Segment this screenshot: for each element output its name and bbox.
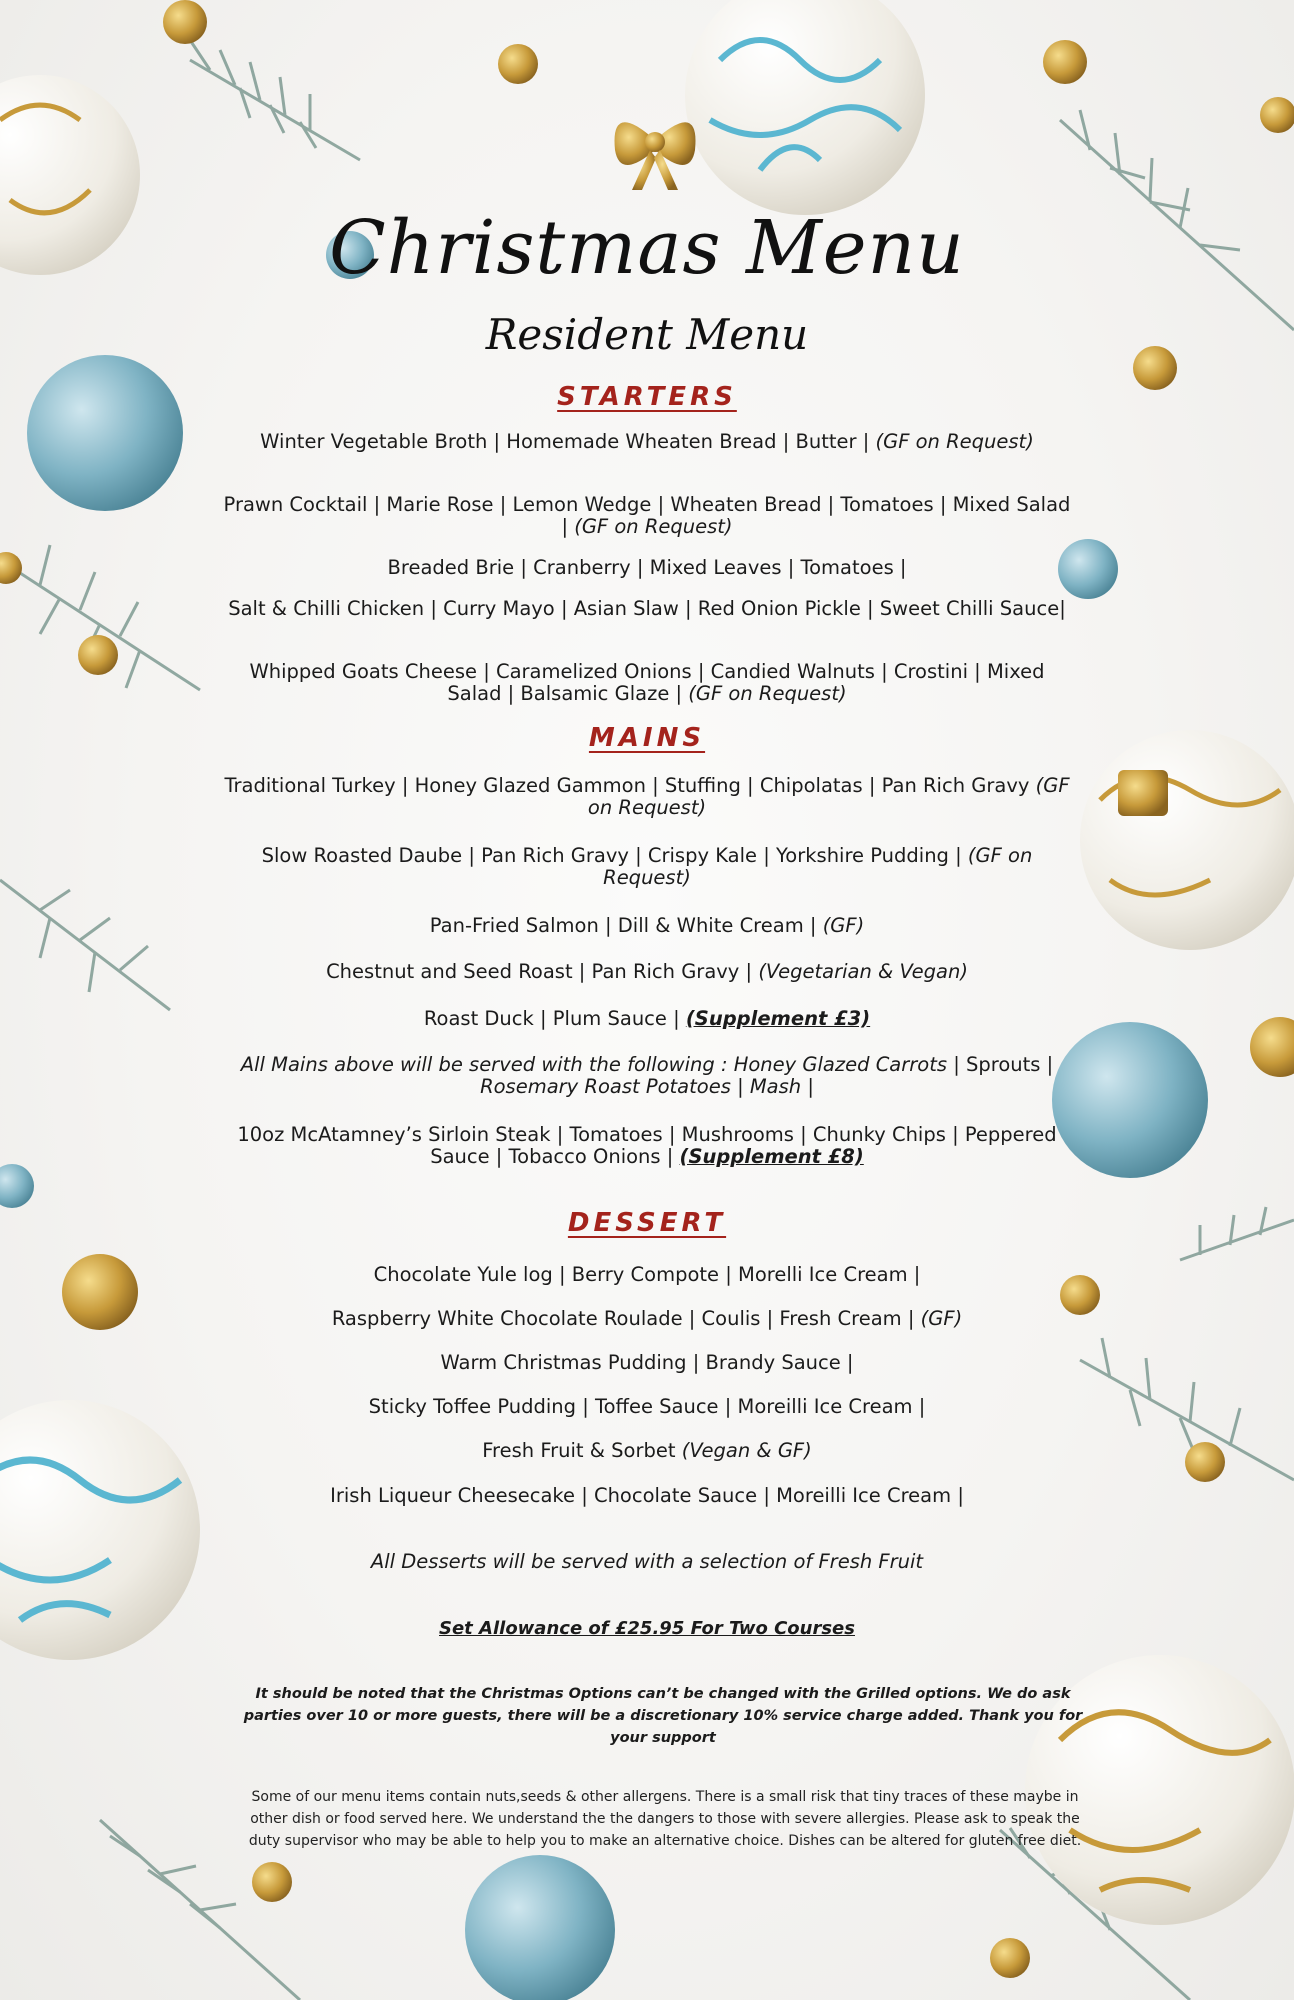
menu-item-text: | Sprouts |: [947, 1053, 1054, 1076]
menu-item-text: Irish Liqueur Cheesecake | Chocolate Sauce | Moreilli Ice Cream |: [330, 1484, 964, 1507]
dietary-tag: (Vegetarian & Vegan): [758, 960, 968, 983]
menu-item: [222, 1008, 1072, 1030]
dietary-tag: (GF on Request): [875, 430, 1034, 453]
menu-item-text: Whipped Goats Cheese | Caramelized Onions | Candied Walnuts | Crostini | Mixed Salad | Balsamic Glaze |: [249, 660, 1045, 705]
dessert-note: All Desserts will be served with a selection of Fresh Fruit: [370, 1550, 924, 1573]
menu-item-text: Traditional Turkey | Honey Glazed Gammon | Stuffing | Chipolatas | Pan Rich Gravy: [224, 774, 1036, 797]
menu-item: [222, 845, 1072, 889]
mains-heading: MAINS: [588, 723, 706, 753]
dessert-heading: DESSERT: [567, 1208, 727, 1238]
menu-item-text: Chestnut and Seed Roast | Pan Rich Gravy |: [326, 960, 759, 983]
menu-item: [222, 961, 1072, 983]
menu-item: [222, 598, 1072, 620]
mains-note: All Mains above will be served with the following : Honey Glazed Carrots: [240, 1053, 948, 1076]
menu-item-text: Warm Christmas Pudding | Brandy Sauce |: [440, 1351, 854, 1374]
menu-item-text: Raspberry White Chocolate Roulade | Coulis | Fresh Cream |: [331, 1307, 921, 1330]
menu-item: [222, 1308, 1072, 1330]
menu-item: [222, 1352, 1072, 1374]
menu-item-text: Prawn Cocktail | Marie Rose | Lemon Wedge | Wheaten Bread | Tomatoes | Mixed Salad |: [223, 493, 1071, 538]
menu-item-text: Roast Duck | Plum Sauce |: [423, 1007, 686, 1030]
dietary-tag: (GF on Request): [688, 682, 847, 705]
menu-item: [222, 1124, 1072, 1168]
menu-item: [222, 661, 1072, 705]
dietary-tag: (GF): [920, 1307, 963, 1330]
starters-heading: STARTERS: [557, 382, 737, 412]
menu-item: [222, 915, 1072, 937]
menu-item: [222, 775, 1072, 819]
dietary-tag: (GF on Request): [587, 774, 1070, 819]
dietary-tag: (Vegan & GF): [681, 1439, 812, 1462]
menu-item: [222, 494, 1072, 538]
menu-item: [222, 1485, 1072, 1507]
dietary-tag: (GF): [822, 914, 865, 937]
menu-item: [222, 431, 1072, 453]
menu-item-text: Chocolate Yule log | Berry Compote | Morelli Ice Cream |: [373, 1263, 921, 1286]
menu-item-text: Sticky Toffee Pudding | Toffee Sauce | Moreilli Ice Cream |: [368, 1395, 926, 1418]
page-title: Christmas Menu: [329, 205, 965, 291]
page-subtitle: Resident Menu: [485, 310, 809, 359]
menu-item-text: |: [801, 1075, 814, 1098]
menu-item-text: Salt & Chilli Chicken | Curry Mayo | Asian Slaw | Red Onion Pickle | Sweet Chilli Sauce|: [228, 597, 1066, 620]
menu-item-text: Breaded Brie | Cranberry | Mixed Leaves | Tomatoes |: [387, 556, 907, 579]
menu-item: [222, 557, 1072, 579]
menu-item-text: Fresh Fruit & Sorbet: [482, 1439, 682, 1462]
party-notice: It should be noted that the Christmas Options can’t be changed with the Grilled options. We do ask parties over 10 or more guests, there will be a discretionary 10% service charge added. Thank you for your support: [243, 1686, 1083, 1746]
menu-item-text: Winter Vegetable Broth | Homemade Wheaten Bread | Butter |: [260, 430, 876, 453]
menu-item: [222, 1440, 1072, 1462]
menu-item-text: Pan-Fried Salmon | Dill & White Cream |: [429, 914, 823, 937]
allergen-notice: Some of our menu items contain nuts,seeds & other allergens. There is a small risk that tiny traces of these maybe in other dish or food served here. We understand the the dangers to those with severe allergies. Please ask to speak the duty supervisor who may be able to help you to make an alternative choice. Dishes can be altered for gluten free diet.: [248, 1789, 1082, 1849]
dietary-tag: (GF on Request): [574, 515, 733, 538]
menu-item-text: Slow Roasted Daube | Pan Rich Gravy | Crispy Kale | Yorkshire Pudding |: [261, 844, 968, 867]
set-allowance: Set Allowance of £25.95 For Two Courses: [439, 1618, 855, 1639]
menu-item: [222, 1264, 1072, 1286]
menu-item: [222, 1396, 1072, 1418]
dietary-tag: (GF on Request): [603, 844, 1033, 889]
supplement-price: (Supplement £3): [685, 1007, 871, 1030]
menu-item-text: 10oz McAtamney’s Sirloin Steak | Tomatoes | Mushrooms | Chunky Chips | Peppered Sauce | Tobacco Onions |: [237, 1123, 1057, 1168]
mains-note-sides: Rosemary Roast Potatoes | Mash: [480, 1075, 802, 1098]
menu-item: [222, 1054, 1072, 1098]
supplement-price: (Supplement £8): [679, 1145, 864, 1168]
